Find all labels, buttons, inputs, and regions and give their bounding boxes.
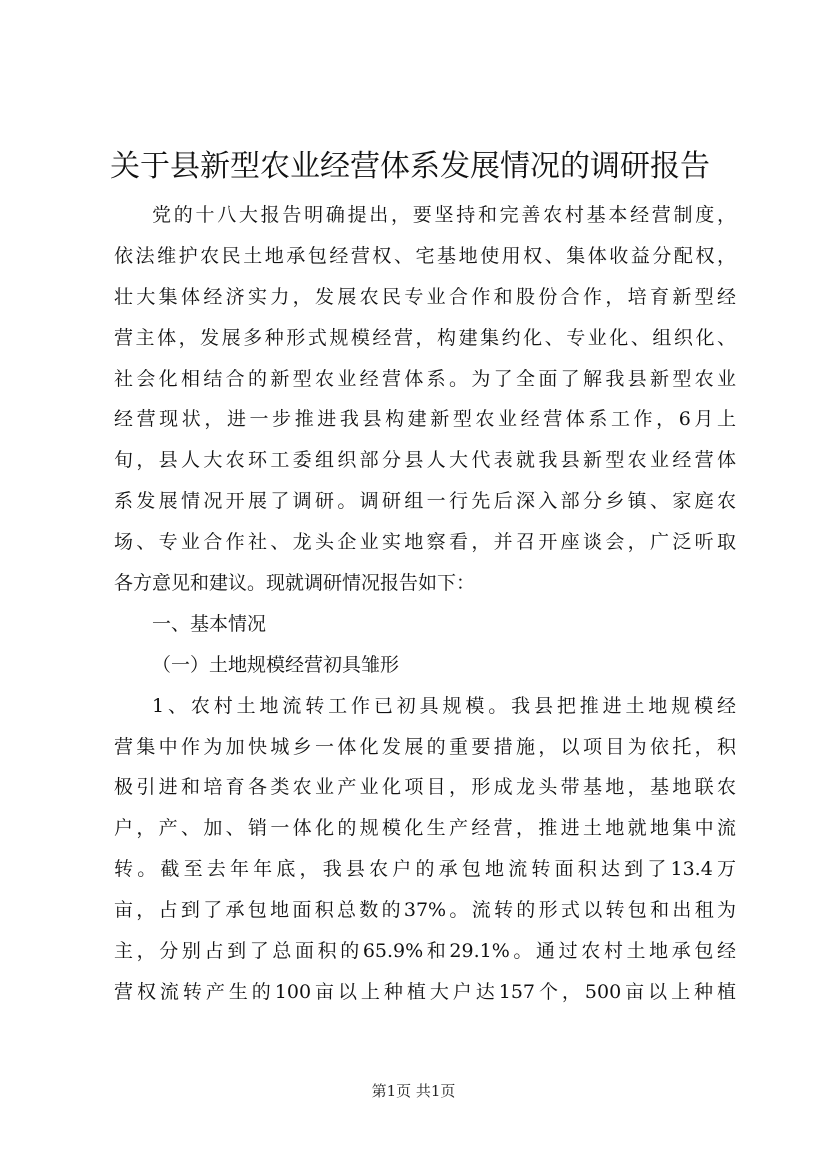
page-footer: 第1页 共1页 — [371, 1082, 456, 1100]
document-title: 关于县新型农业经营体系发展情况的调研报告 — [110, 149, 710, 184]
section-heading: 一、基本情况 — [152, 612, 267, 635]
paragraph-line: 1、农村土地流转工作已初具规模。我县把推进土地规模经 — [152, 694, 736, 717]
paragraph-line: 营权流转产生的100亩以上种植大户达157个，500亩以上种植 — [114, 980, 736, 1003]
paragraph-line: 社会化相结合的新型农业经营体系。为了全面了解我县新型农业 — [114, 367, 736, 390]
document-body — [114, 195, 736, 1013]
subsection-heading: （一）土地规模经营初具雏形 — [152, 653, 400, 676]
paragraph-line: 旬，县人大农环工委组织部分县人大代表就我县新型农业经营体 — [114, 449, 736, 472]
paragraph-line: 各方意见和建议。现就调研情况报告如下： — [114, 572, 476, 595]
paragraph-line: 极引进和培育各类农业产业化项目，形成龙头带基地，基地联农 — [114, 776, 736, 799]
paragraph-line: 户，产、加、销一体化的规模化生产经营，推进土地就地集中流 — [114, 817, 736, 840]
paragraph-line: 亩，占到了承包地面积总数的37%。流转的形式以转包和出租为 — [114, 899, 736, 922]
paragraph-line: 转。截至去年年底，我县农户的承包地流转面积达到了13.4万 — [114, 858, 736, 881]
paragraph-line: 营集中作为加快城乡一体化发展的重要措施，以项目为依托，积 — [114, 735, 736, 758]
paragraph-line: 依法维护农民土地承包经营权、宅基地使用权、集体收益分配权， — [114, 244, 736, 267]
paragraph-line: 系发展情况开展了调研。调研组一行先后深入部分乡镇、家庭农 — [114, 490, 736, 513]
paragraph-line: 主，分别占到了总面积的65.9%和29.1%。通过农村土地承包经 — [114, 940, 736, 963]
paragraph-line: 经营现状，进一步推进我县构建新型农业经营体系工作，6月上 — [114, 408, 736, 431]
paragraph-line: 党的十八大报告明确提出，要坚持和完善农村基本经营制度， — [152, 204, 736, 226]
paragraph-line: 壮大集体经济实力，发展农民专业合作和股份合作，培育新型经 — [114, 285, 736, 308]
paragraph-line: 场、专业合作社、龙头企业实地察看，并召开座谈会，广泛听取 — [114, 531, 736, 554]
paragraph-line: 营主体，发展多种形式规模经营，构建集约化、专业化、组织化、 — [114, 326, 736, 349]
